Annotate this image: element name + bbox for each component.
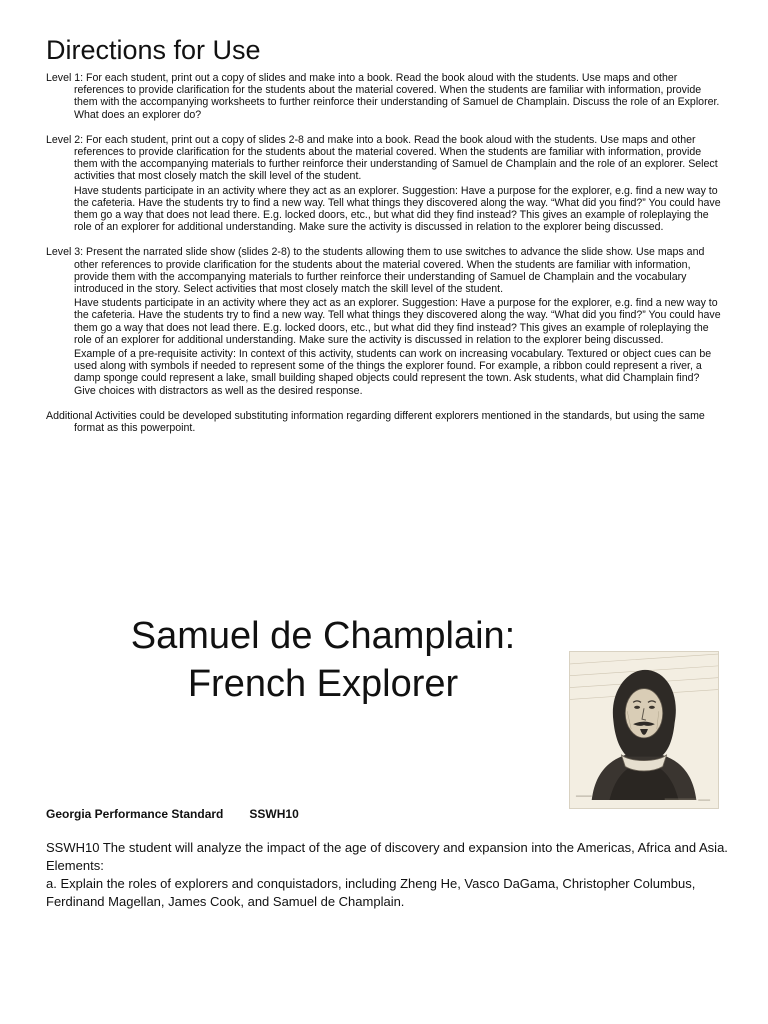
standard-heading: Georgia Performance Standard: [46, 807, 224, 821]
slide-title-line-1: Samuel de Champlain:: [130, 615, 516, 657]
standard-description: SSWH10 The student will analyze the impact of the age of discovery and expansion into the Americas, Africa and Asia.: [46, 840, 728, 855]
level-3-prerequisite-paragraph: Example of a pre-requisite activity: In context of this activity, students can work on increasing vocabulary. Textured or object cues can be used along with symbols if needed to represent some of the things the explorer found. For example, a ribbon could represent a river, a damp sponge could represent a lake, small building shaped objects could represent the town. Ask students, what did Champlain find? Give choices with distractors as well as the desired response.: [74, 348, 712, 397]
directions-body: [46, 72, 722, 436]
level-2-paragraph: Level 2: For each student, print out a copy of slides 2-8 and make into a book. Read the book aloud with the students. Use maps and other references to provide clarification for the students about the material covered. When the students are familiar with information, provide them with the accompanying materials to further reinforce their understanding of Samuel de Champlain and the role of an explorer. Select activities that most closely match the skill level of the student.: [46, 133, 718, 183]
standard-body: [46, 839, 746, 911]
level-1-paragraph: Level 1: For each student, print out a copy of slides and make into a book. Read the book aloud with the students. Use maps and other references to provide clarification for the students about the material covered. When the students are familiar with information, provide them with the accompanying worksheets to further reinforce their understanding of Samuel de Champlain. Discuss the role of an Explorer. What does an explorer do?: [46, 72, 720, 121]
engraved-portrait-icon: [570, 652, 718, 808]
standard-heading-row: [46, 806, 299, 822]
champlain-portrait-image: [569, 651, 719, 809]
element-a: a. Explain the roles of explorers and conquistadors, including Zheng He, Vasco DaGama, Christopher Columbus, Ferdinand Magellan, James Cook, and Samuel de Champlain.: [46, 876, 696, 909]
level-3-paragraph: Level 3: Present the narrated slide show (slides 2-8) to the students allowing them to use switches to advance the slide show. Use maps and other references to provide clarification for the students about the material covered. When the students are familiar with information, provide them with the accompanying materials to further reinforce their understanding of Samuel de Champlain and the vocabulary introduced in the story. Select activities that most closely match the skill level of the student.: [46, 246, 705, 296]
slide-title: [80, 612, 566, 708]
additional-activities-paragraph: Additional Activities could be developed substituting information regarding different explorers mentioned in the standards, but using the same format as this powerpoint.: [46, 409, 705, 435]
level-3-activity-paragraph: Have students participate in an activity where they act as an explorer. Suggestion: Have a purpose for the explorer, e.g. find a new way to the cafeteria. Have the students try to find a new way. Tell what things they discovered along the way. “What did you find?” You could have them go a way that does not lead there. E.g. locked doors, etc., but what did they find instead? This gives an example of roleplaying the role of an explorer for additional understanding. Make sure the activity is discussed in relation to the explorer being discussed.: [74, 297, 721, 346]
standard-code: SSWH10: [249, 807, 299, 821]
slide-title-line-2: French Explorer: [187, 663, 459, 705]
elements-label: Elements:: [46, 858, 104, 873]
level-2-activity-paragraph: Have students participate in an activity where they act as an explorer. Suggestion: Have a purpose for the explorer, e.g. find a new way to the cafeteria. Have the students try to find a new way. Tell what things they discovered along the way. “What did you find?” You could have them go a way that does not lead there. E.g. locked doors, etc., but what did they find instead? This gives an example of roleplaying the role of an explorer for additional understanding. Make sure the activity is discussed in relation to the explorer being discussed.: [74, 184, 721, 234]
directions-title: Directions for Use: [46, 35, 261, 65]
